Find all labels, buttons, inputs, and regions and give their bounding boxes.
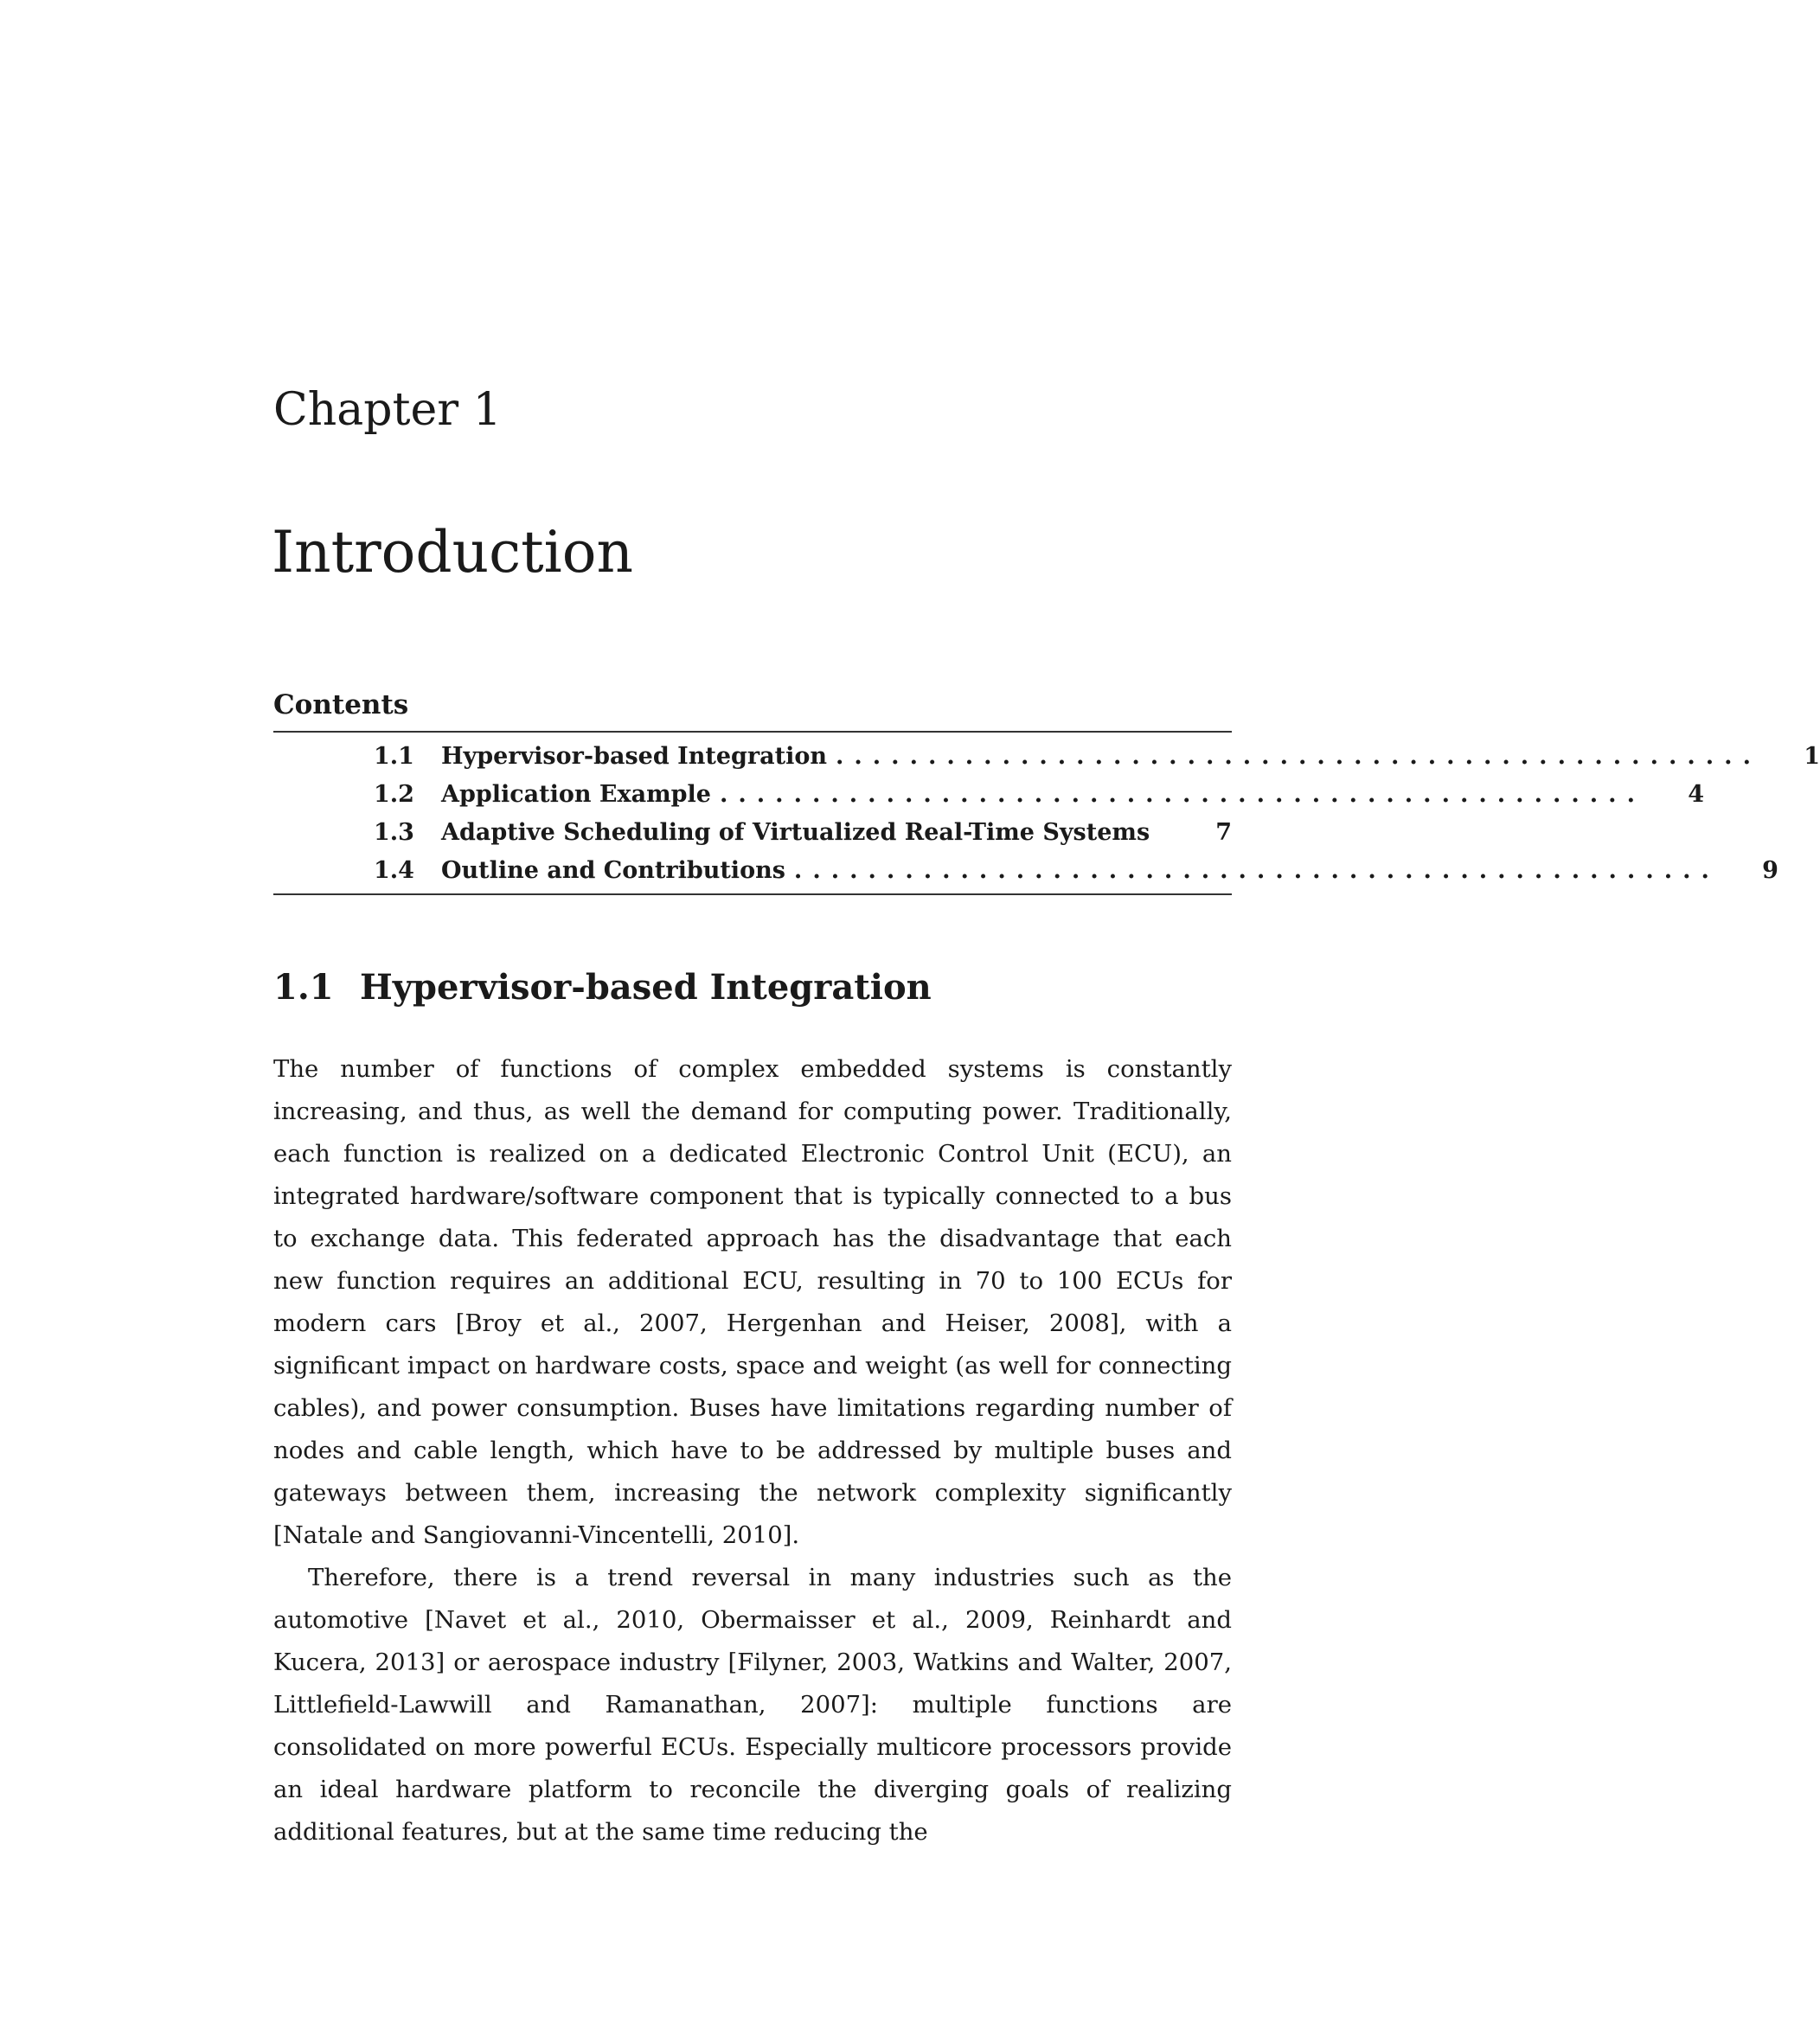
toc-entry-page: 1 — [1804, 743, 1820, 770]
toc-entry[interactable] — [273, 738, 1820, 776]
body-paragraph: The number of functions of complex embedded systems is constantly increasing, and thus, as well the demand for computing power. Traditionally, each function is realized on a dedicated Electronic Control Unit (ECU), an integrated hardware/software component that is typically connected to a bus to exchange data. This federated approach has the disadvantage that each new function requires an additional ECU, resulting in 70 to 100 ECUs for modern cars [Broy et al., 2007, Hergenhan and Heiser, 2008], with a significant impact on hardware costs, space and weight (as well for connecting cables), and power consumption. Buses have limitations regarding number of nodes and cable length, which have to be addressed by multiple buses and gateways between them, increasing the network complexity significantly [Natale and Sangiovanni-Vincentelli, 2010]. — [273, 1055, 1232, 1549]
toc-dot-leader: .................................................. — [719, 781, 1645, 808]
section-body — [273, 1048, 1232, 1853]
toc-dot-leader: .................................................. — [793, 857, 1720, 884]
toc-entry-title: Adaptive Scheduling of Virtualized Real-Time Systems — [441, 819, 1150, 846]
toc-dot-leader: .................................................. — [835, 743, 1761, 770]
toc-entry-title: Application Example — [441, 781, 711, 808]
toc-entry-title: Hypervisor-based Integration — [441, 743, 827, 770]
toc-heading: Contents — [273, 689, 409, 720]
toc-entry-page: 9 — [1762, 857, 1778, 884]
toc-entry[interactable] — [273, 852, 1778, 890]
toc-entry[interactable] — [273, 814, 1232, 852]
section-title: Hypervisor-based Integration — [360, 967, 932, 1008]
toc-entry-page: 4 — [1688, 781, 1704, 808]
section-number: 1.1 — [273, 967, 334, 1008]
chapter-label: Chapter 1 — [273, 384, 502, 436]
toc-list — [273, 733, 1820, 893]
toc-entry-number: 1.3 — [374, 819, 414, 846]
toc-entry-number: 1.2 — [374, 781, 414, 808]
body-paragraph: Therefore, there is a trend reversal in many industries such as the automotive [Navet et al., 2010, Obermaisser et al., 2009, Reinhardt and Kucera, 2013] or aerospace industry [Filyner, 2003, Watkins and Walter, 2007, Littlefield-Lawwill and Ramanathan, 2007]: multiple functions are consolidated on more powerful ECUs. Especially multicore processors provide an ideal hardware platform to reconcile the diverging goals of realizing additional features, but at the same time reducing the — [273, 1564, 1232, 1846]
section-heading — [273, 967, 932, 1008]
table-of-contents — [273, 689, 1820, 895]
toc-entry-number: 1.1 — [374, 743, 414, 770]
toc-entry[interactable] — [273, 776, 1704, 814]
chapter-title: Introduction — [272, 519, 633, 586]
toc-entry-title: Outline and Contributions — [441, 857, 785, 884]
toc-bottom-rule — [273, 893, 1232, 895]
toc-entry-number: 1.4 — [374, 857, 414, 884]
toc-entry-page: 7 — [1215, 819, 1232, 846]
